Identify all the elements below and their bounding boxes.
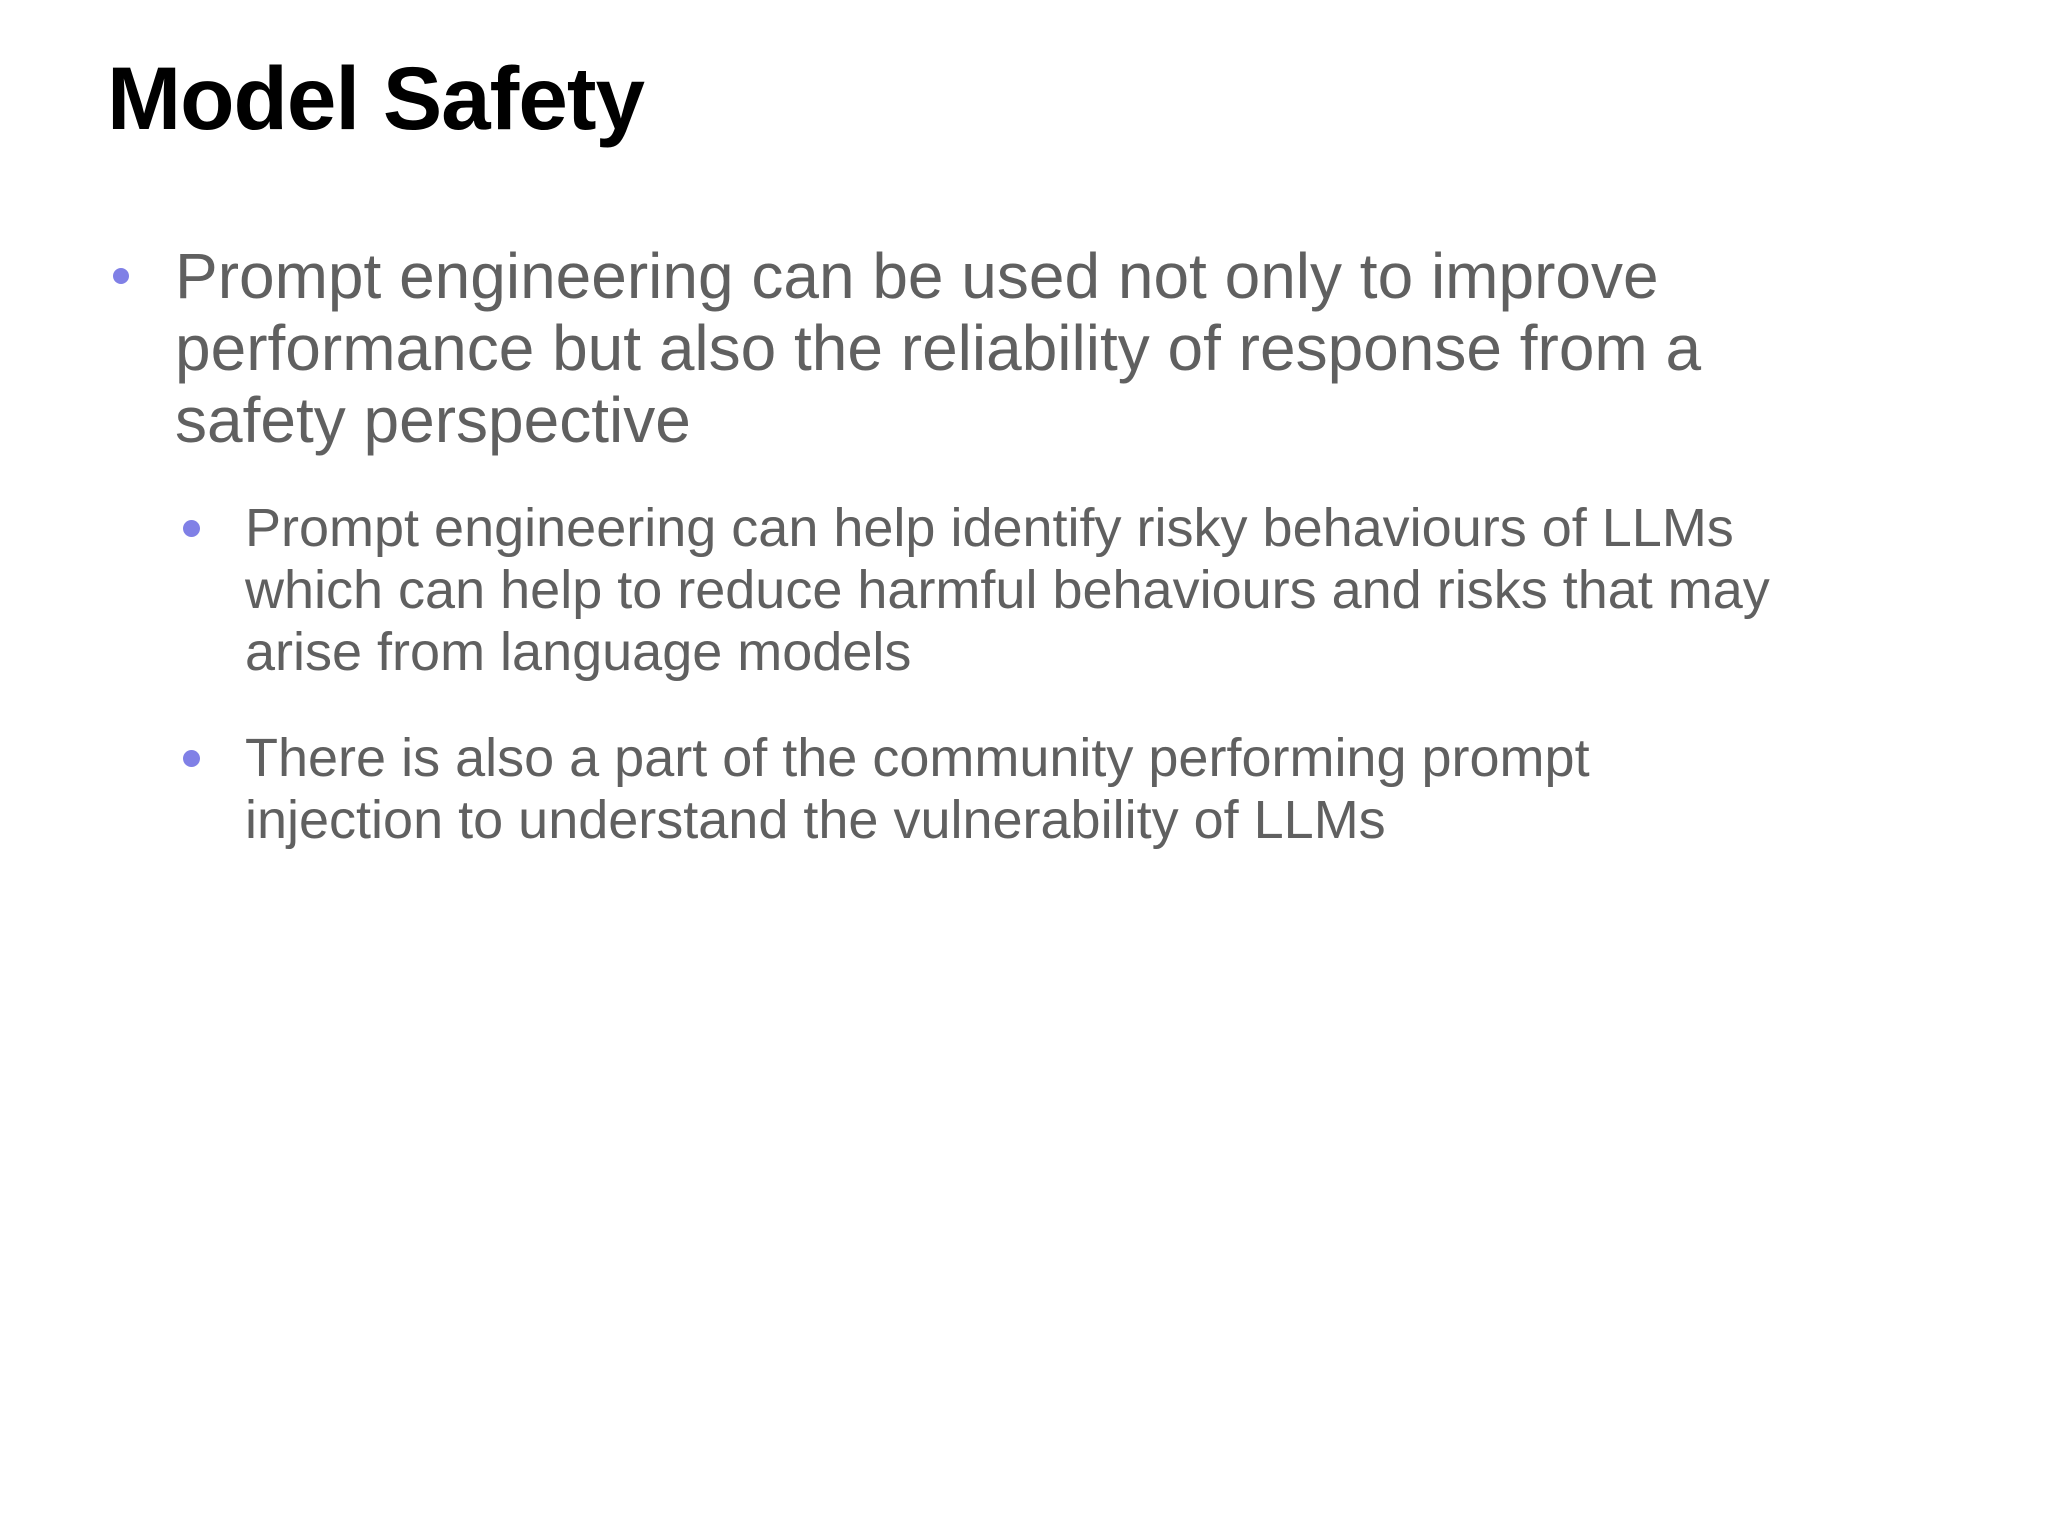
- slide-title: Model Safety: [107, 48, 644, 148]
- bullet-line: There is also a part of the community performing prompt: [245, 728, 1590, 788]
- bullet-line: which can help to reduce harmful behaviours and risks that may: [245, 560, 1770, 620]
- bullet-line: safety perspective: [175, 384, 691, 456]
- bullet-level-1: [175, 240, 1975, 456]
- bullet-level-2: [245, 497, 2005, 683]
- bullet-line: Prompt engineering can help identify risky behaviours of LLMs: [245, 498, 1734, 558]
- bullet-dot-icon: [113, 268, 129, 284]
- bullet-dot-icon: [183, 520, 200, 537]
- bullet-line: arise from language models: [245, 622, 912, 682]
- bullet-line: injection to understand the vulnerability of LLMs: [245, 790, 1386, 850]
- bullet-level-2: [245, 727, 2005, 851]
- bullet-line: Prompt engineering can be used not only to improve: [175, 240, 1659, 312]
- bullet-line: performance but also the reliability of response from a: [175, 312, 1702, 384]
- bullet-dot-icon: [183, 750, 200, 767]
